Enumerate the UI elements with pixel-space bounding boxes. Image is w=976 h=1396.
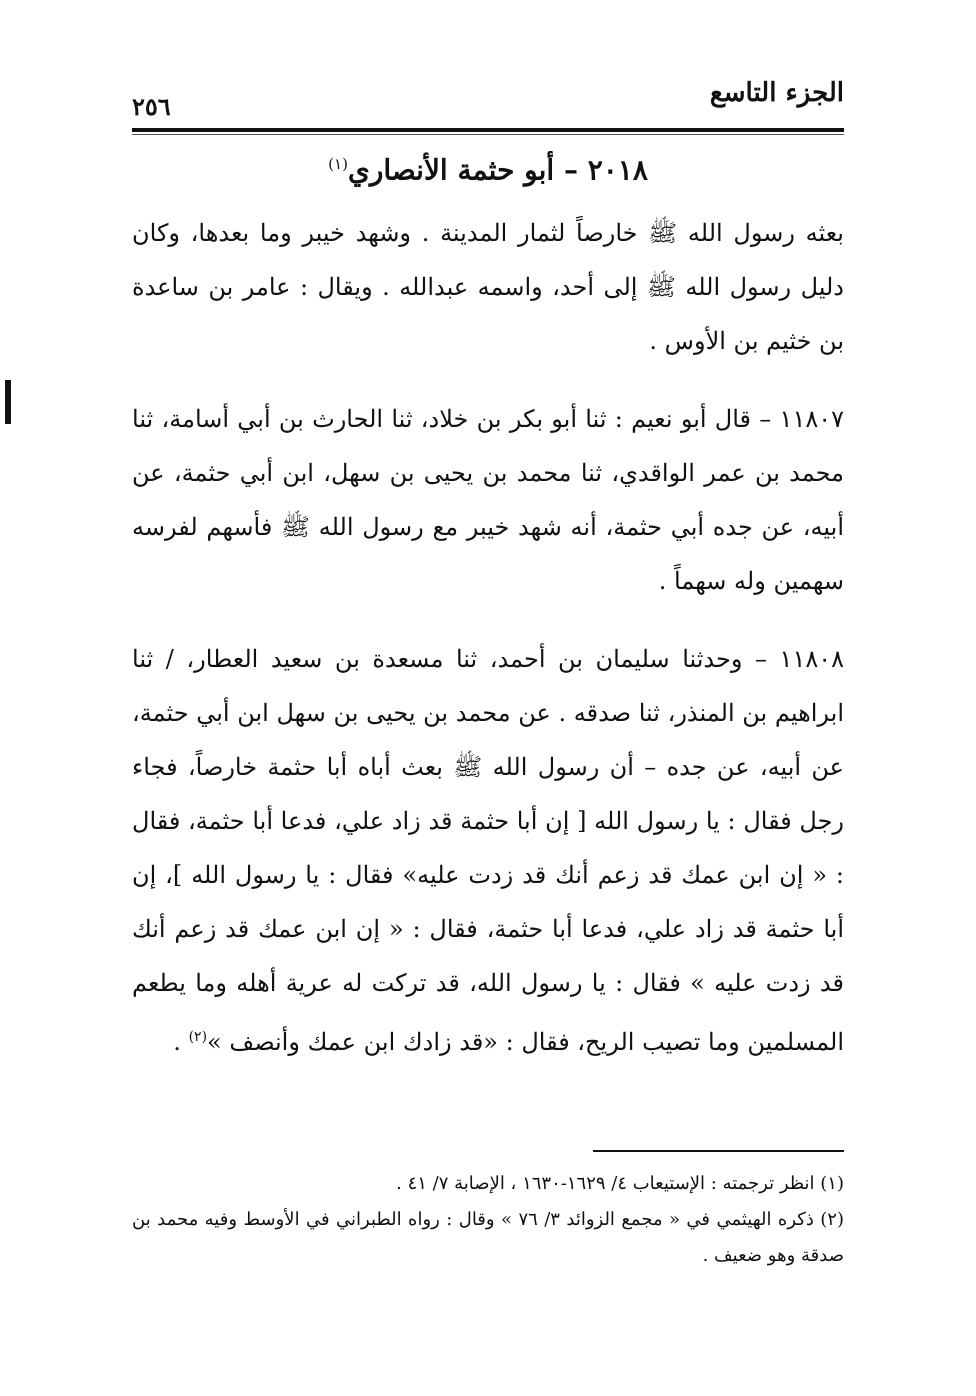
paragraph-2: ١١٨٠٧ – قال أبو نعيم : ثنا أبو بكر بن خلاد، ثنا الحارث بن أبي أسامة، ثنا محمد بن عمر الواقدي، ثنا محمد بن يحيى بن سهل، ابن أبي حثمة، عن أبيه، عن جده أبي حثمة، أنه شهد خيبر مع رسول الله ﷺ فأسهم لفرسه سهمين وله سهماً .	[132, 405, 844, 595]
footnote-rule	[593, 1150, 844, 1152]
paragraph-3	[132, 632, 844, 1069]
body-text	[132, 206, 844, 1093]
footnote-1: (١) انظر ترجمته : الإستيعاب ٤/ ١٦٢٩-١٦٣٠ ، الإصابة ٧/ ٤١ .	[396, 1173, 844, 1194]
paragraph-3-footnote-ref: (٢)	[188, 1029, 208, 1045]
running-title: الجزء التاسع	[709, 78, 844, 108]
page-number: ٢٥٦	[132, 92, 171, 121]
header-rule	[132, 128, 844, 132]
paragraph-3-text: ١١٨٠٨ – وحدثنا سليمان بن أحمد، ثنا مسعدة بن سعيد العطار، / ثنا ابراهيم بن المنذر، ثنا صدقه . عن محمد بن يحيى بن سهل ابن أبي حثمة، عن أبيه، عن جده – أن رسول الله ﷺ بعث أباه أبا حثمة خارصاً، فجاء رجل فقال : يا رسول الله [ إن أبا حثمة قد زاد علي، فدعا أبا حثمة، فقال : « إن ابن عمك قد زعم أنك قد زدت عليه» فقال : يا رسول الله ]، إن أبا حثمة قد زاد علي، فدعا أبا حثمة، فقال : « إن ابن عمك قد زعم أنك قد زدت عليه » فقال : يا رسول الله، قد تركت له عرية أهله وما يطعم المسلمين وما تصيب الريح، فقال : «قد زادك ابن عمك وأنصف »	[132, 645, 844, 1056]
chapter-heading	[132, 140, 844, 194]
page-header	[132, 72, 844, 130]
chapter-title: ٢٠١٨ – أبو حثمة الأنصاري	[347, 153, 648, 187]
paragraph-3-end: .	[173, 1028, 189, 1056]
footnote-2: (٢) ذكره الهيثمي في « مجمع الزوائد ٣/ ٧٦ » وقال : رواه الطبراني في الأوسط وفيه محمد بن صدقة وهو ضعيف .	[132, 1209, 844, 1266]
chapter-footnote-ref: (١)	[328, 155, 348, 173]
margin-bar-mark	[5, 380, 11, 424]
header-rule-thin	[132, 134, 844, 135]
footnotes	[132, 1166, 844, 1274]
paragraph-1: بعثه رسول الله ﷺ خارصاً لثمار المدينة . وشهد خيبر وما بعدها، وكان دليل رسول الله ﷺ إلى أحد، واسمه عبدالله . ويقال : عامر بن ساعدة بن خثيم بن الأوس .	[132, 219, 844, 355]
